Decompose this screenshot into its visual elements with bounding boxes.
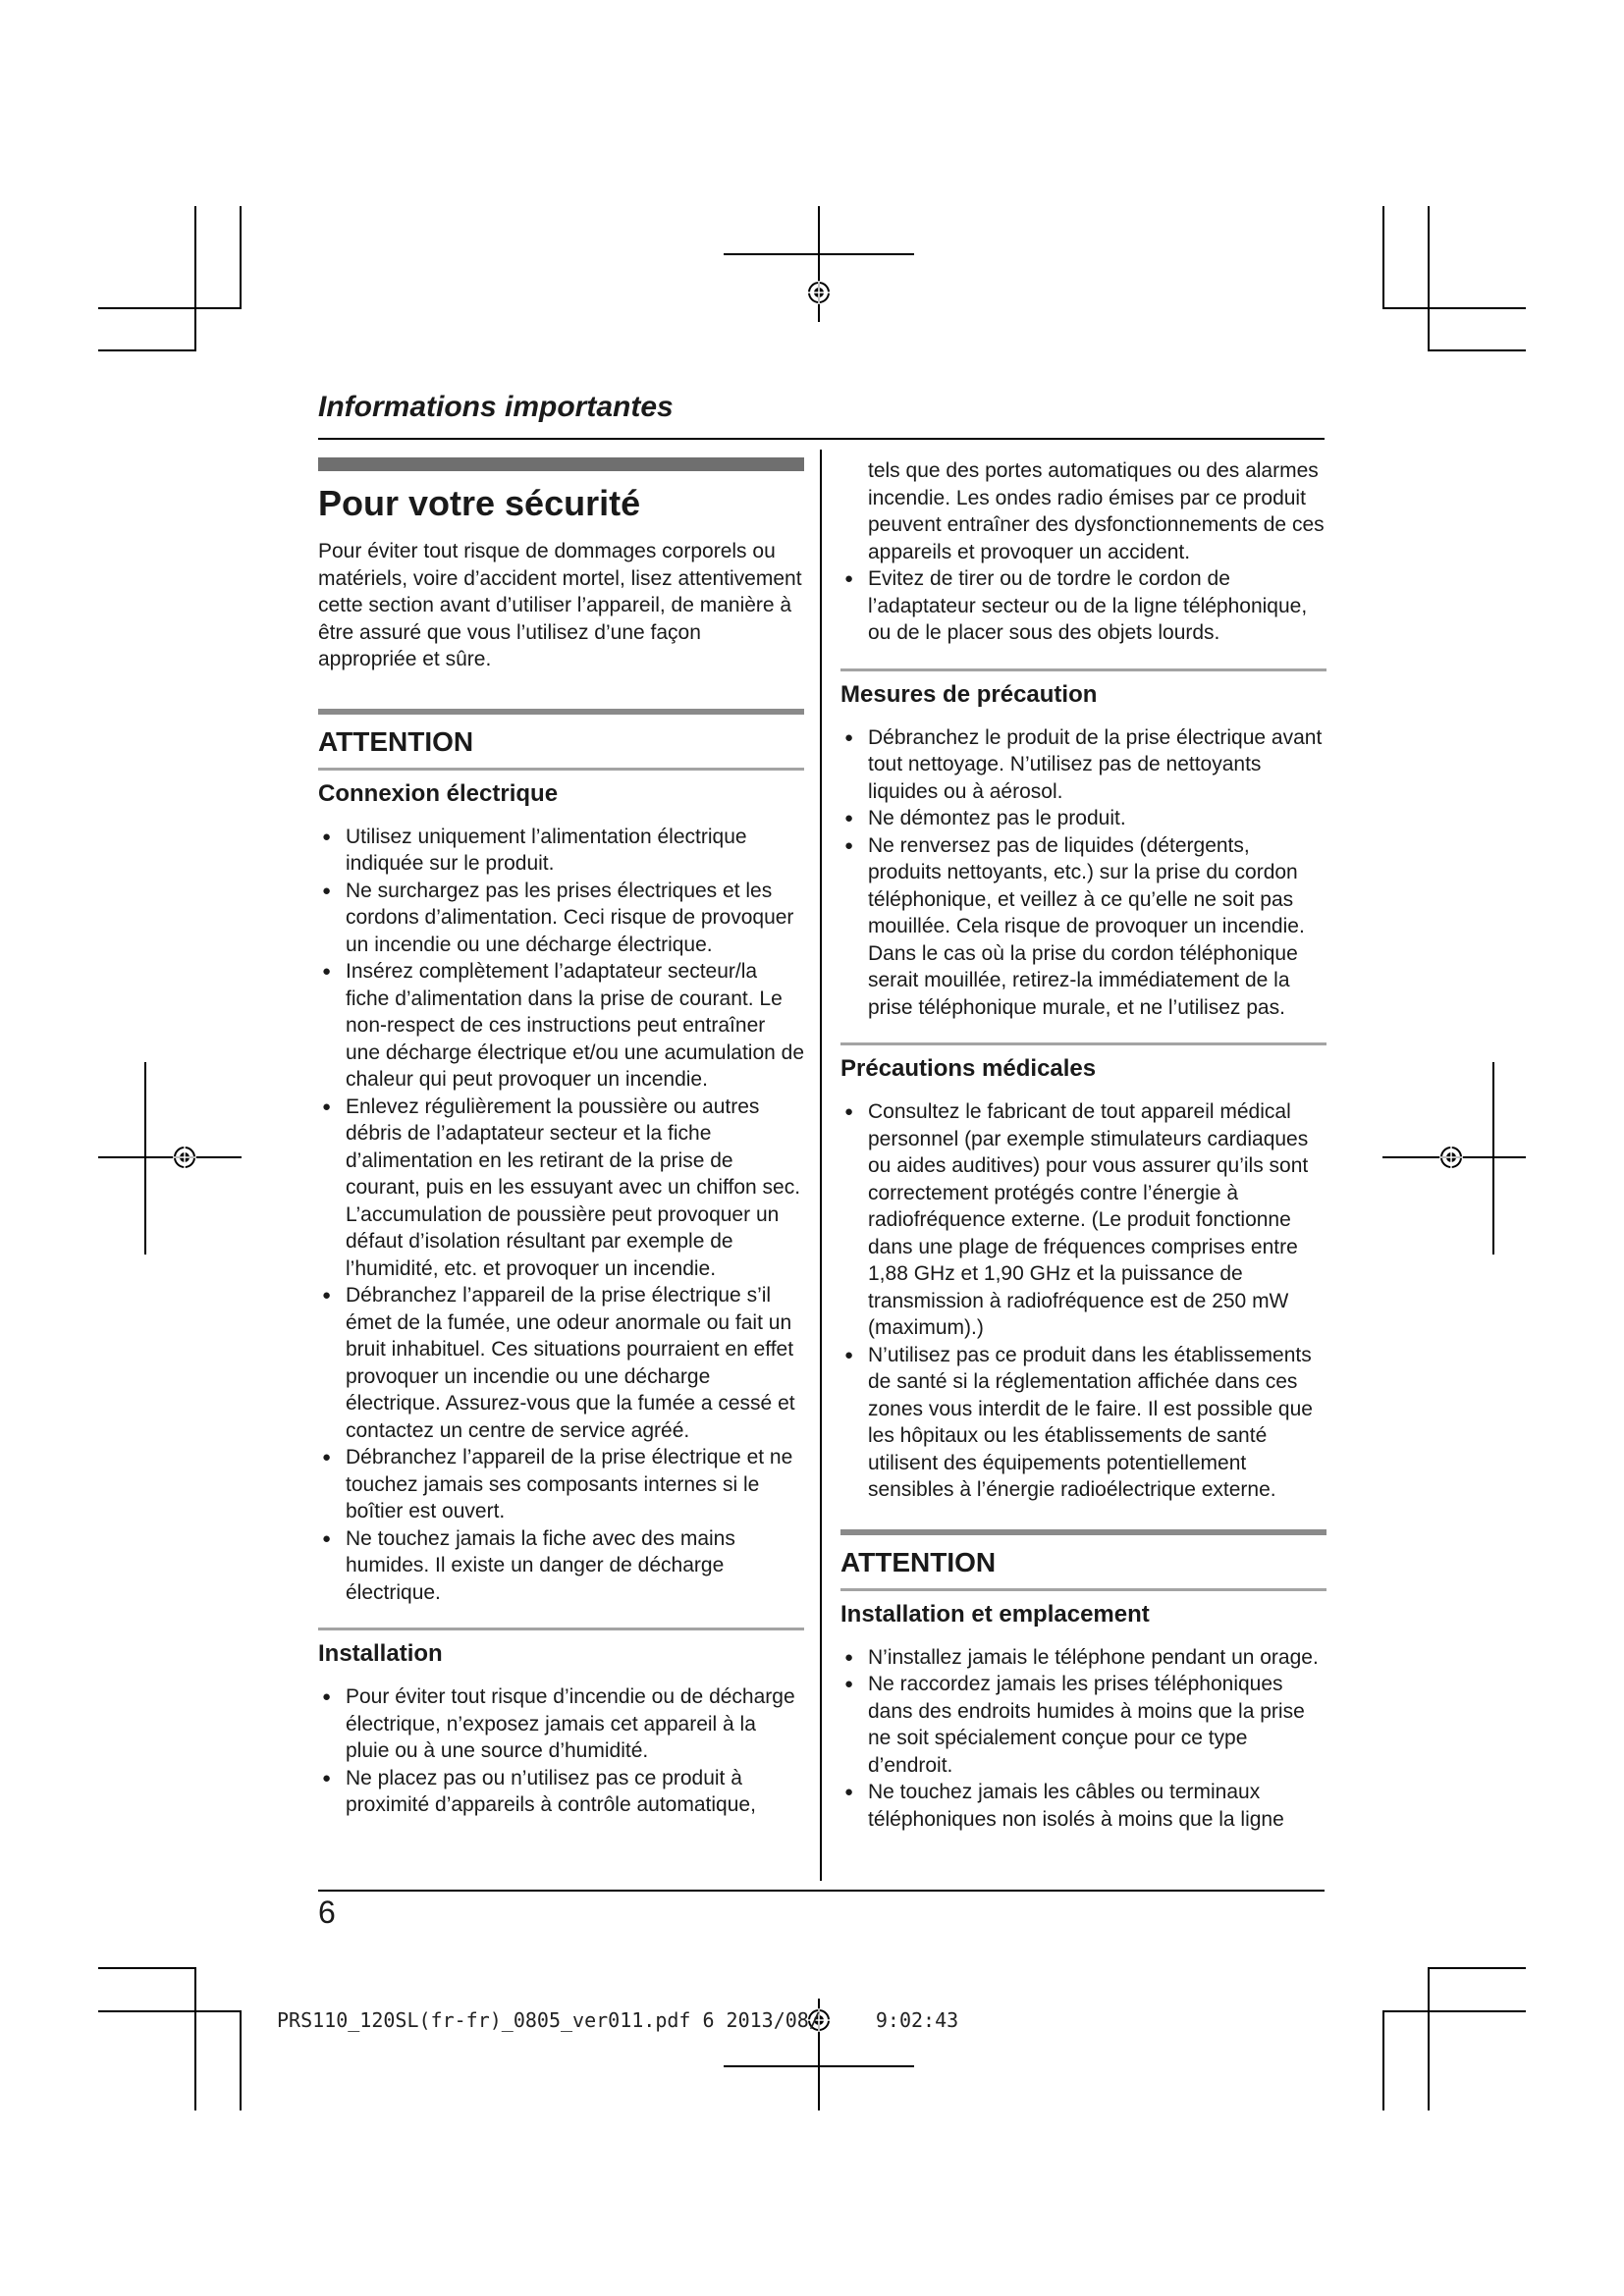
page-number: 6 — [318, 1895, 336, 1930]
list-item: ● Ne touchez jamais la fiche avec des mains humides. Il existe un danger de décharge électrique. — [318, 1525, 804, 1607]
list-item: ● Ne touchez jamais les câbles ou terminaux téléphoniques non isolés à moins que la ligne — [840, 1779, 1326, 1833]
list-item: ● Ne démontez pas le produit. — [840, 805, 1326, 832]
crop-mark — [1428, 206, 1430, 351]
mesures-list — [840, 724, 1326, 1022]
section-banner-bar — [318, 457, 804, 471]
crop-mark — [240, 206, 242, 308]
list-item: ● Débranchez le produit de la prise électrique avant tout nettoyage. N’utilisez pas de nettoyants liquides ou à aérosol. — [840, 724, 1326, 806]
list-item: ● Débranchez l’appareil de la prise électrique s’il émet de la fumée, une odeur anormale ou fait un bruit inhabituel. Ces situations pourraient en effet provoquer un incendie ou une décharge électrique. Assurez-vous que la fumée a cessé et contactez un centre de service agréé. — [318, 1282, 804, 1444]
medicales-list — [840, 1098, 1326, 1504]
list-item: ● N’utilisez pas ce produit dans les établissements de santé si la réglementation affichée dans ces zones vous interdit de le faire. Il est possible que les hôpitaux ou les établissements de santé utilisent des équipements potentiellement sensibles à l’énergie radioélectrique externe. — [840, 1342, 1326, 1504]
subsection-rule — [318, 1628, 804, 1630]
left-column — [318, 457, 804, 1841]
crop-mark — [144, 1062, 146, 1255]
crop-mark — [818, 206, 820, 322]
column-divider — [820, 450, 822, 1881]
list-item: ● Pour éviter tout risque d’incendie ou de décharge électrique, n’exposez jamais cet appareil à la pluie ou à une source d’humidité. — [318, 1683, 804, 1765]
attention-rule — [840, 1588, 1326, 1591]
list-item: ● Evitez de tirer ou de tordre le cordon de l’adaptateur secteur ou de la ligne téléphonique, ou de le placer sous des objets lourds. — [840, 565, 1326, 647]
list-item: ● Ne renversez pas de liquides (détergents, produits nettoyants, etc.) sur la prise du cordon téléphonique, et veillez à ce qu’elle ne soit pas mouillée. Cela risque de provoquer un incendie. Dans le cas où la prise du cordon téléphonique serait mouillée, retirez-la immédiatement de la prise téléphonique murale, et ne l’utilisez pas. — [840, 832, 1326, 1022]
crop-mark — [1492, 1062, 1494, 1255]
crop-mark — [98, 1967, 196, 1969]
list-item: ● Ne placez pas ou n’utilisez pas ce produit à proximité d’appareils à contrôle automatique, — [318, 1765, 804, 1819]
print-slug — [277, 2008, 958, 2032]
print-slug-file: PRS110_120SL(fr-fr)_0805_ver011.pdf 6 2013/08/ — [277, 2008, 821, 2032]
subsection-rule — [840, 668, 1326, 671]
print-slug-time: 9:02:43 — [875, 2008, 959, 2032]
registration-mark-icon — [1439, 1146, 1463, 1169]
attention-title: ATTENTION — [318, 725, 474, 757]
crop-mark — [1382, 2010, 1384, 2110]
attention-bar — [840, 1529, 1326, 1535]
crop-mark — [1428, 1967, 1526, 1969]
crop-mark — [98, 349, 196, 351]
subsection-title-emplacement: Installation et emplacement — [840, 1600, 1150, 1628]
list-item: ● Consultez le fabricant de tout appareil médical personnel (par exemple stimulateurs cardiaques ou aides auditives) pour vous assurer qu’ils sont correctement protégés contre l’énergie à radiofréquence externe. (Le produit fonctionne dans une plage de fréquences comprises entre 1,88 GHz et 1,90 GHz et la puissance de transmission à radiofréquence est de 250 mW (maximum).) — [840, 1098, 1326, 1342]
subsection-rule — [840, 1042, 1326, 1045]
crop-mark — [98, 2010, 242, 2012]
registration-mark-icon — [173, 1146, 196, 1169]
list-item: ● Insérez complètement l’adaptateur secteur/la fiche d’alimentation dans la prise de courant. Le non-respect de ces instructions peut entraîner une décharge électrique et/ou une acumulation de chaleur qui peut provoquer un incendie. — [318, 958, 804, 1094]
crop-mark — [240, 2010, 242, 2110]
crop-mark — [1428, 349, 1526, 351]
crop-mark — [98, 307, 242, 309]
list-item: ● Ne raccordez jamais les prises téléphoniques dans des endroits humides à moins que la prise ne soit spécialement conçue pour ce type d’endroit. — [840, 1671, 1326, 1779]
list-item: ● Débranchez l’appareil de la prise électrique et ne touchez jamais ses composants internes si le boîtier est ouvert. — [318, 1444, 804, 1525]
crop-mark — [1382, 307, 1526, 309]
page-header-title: Informations importantes — [318, 391, 674, 423]
section-title: Pour votre sécurité — [318, 483, 641, 523]
subsection-title-installation: Installation — [318, 1640, 443, 1667]
crop-mark — [194, 1967, 196, 2110]
list-item: ● Enlevez régulièrement la poussière ou autres débris de l’adaptateur secteur et la fiche d’alimentation en les retirant de la prise de courant, puis en les essuyant avec un chiffon sec. L’accumulation de poussière peut provoquer un défaut d’isolation résultant par exemple de l’humidité, etc. et provoquer un incendie. — [318, 1094, 804, 1283]
subsection-title-medicales: Précautions médicales — [840, 1055, 1097, 1082]
attention-title: ATTENTION — [840, 1546, 997, 1577]
header-rule — [318, 438, 1325, 440]
right-column — [840, 457, 1326, 1854]
crop-mark — [1382, 2010, 1526, 2012]
intro-paragraph: Pour éviter tout risque de dommages corporels ou matériels, voire d’accident mortel, lisez attentivement cette section avant d’utiliser l’appareil, de manière à être assuré que vous l’utilisez d’une façon appropriée et sûre. — [318, 540, 802, 670]
crop-mark — [1428, 1967, 1430, 2110]
crop-mark — [98, 1156, 242, 1158]
footer-rule — [318, 1890, 1325, 1892]
subsection-title-connexion: Connexion électrique — [318, 779, 559, 807]
installation-list — [318, 1683, 804, 1819]
registration-mark-icon — [807, 281, 831, 304]
continued-text: tels que des portes automatiques ou des alarmes incendie. Les ondes radio émises par ce produit peuvent entraîner des dysfonctionnements de ces appareils et provoquer un accident. — [868, 459, 1325, 563]
list-item: ● N’installez jamais le téléphone pendant un orage. — [840, 1644, 1326, 1672]
connexion-list — [318, 824, 804, 1607]
crop-mark — [194, 206, 196, 351]
emplacement-list — [840, 1644, 1326, 1834]
attention-bar — [318, 709, 804, 715]
subsection-title-mesures: Mesures de précaution — [840, 680, 1098, 708]
list-item: ● Ne surchargez pas les prises électriques et les cordons d’alimentation. Ceci risque de provoquer un incendie ou une décharge électrique. — [318, 878, 804, 959]
crop-mark — [1382, 206, 1384, 308]
installation-list-continued — [840, 565, 1326, 647]
attention-rule — [318, 768, 804, 771]
list-item: ● Utilisez uniquement l’alimentation électrique indiquée sur le produit. — [318, 824, 804, 878]
